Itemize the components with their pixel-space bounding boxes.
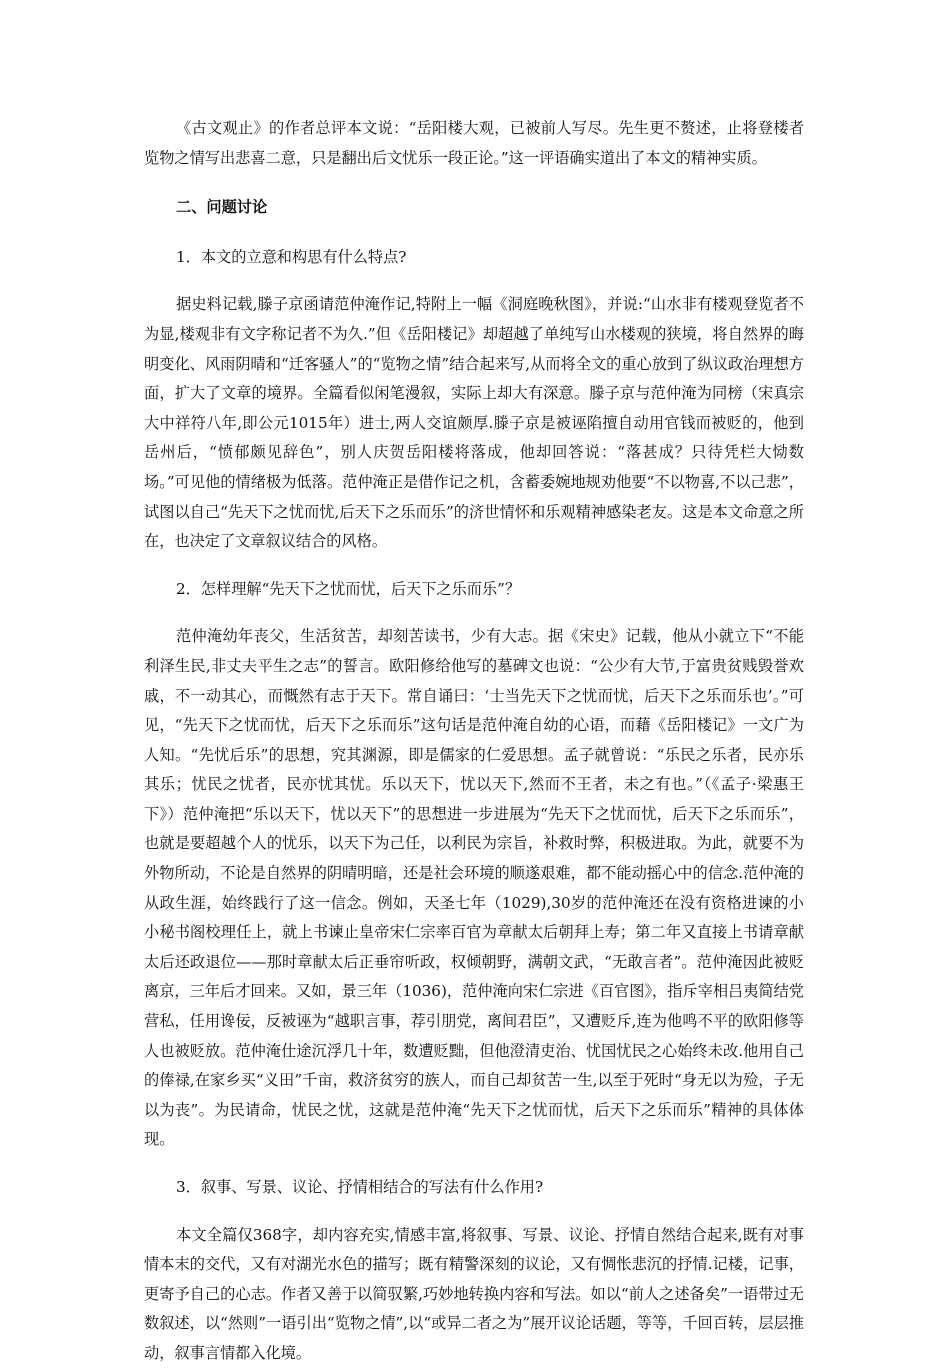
question-2-answer: 范仲淹幼年丧父，生活贫苦，却刻苦读书，少有大志。据《宋史》记载，他从小就立下“不能利泽生民,非丈夫平生之志”的誓言。欧阳修给他写的墓碑文也说：“公少有大节,于富贵贫贱毁誉欢戚，不一动其心，而慨然有志于天下。常自诵曰：‘士当先天下之忧而忧，后天下之乐而乐也’。”可见，“先天下之忧而忧，后天下之乐而乐”这句话是范仲淹自幼的心语，而藉《岳阳楼记》一文广为人知。“先忧后乐”的思想，究其渊源，即是儒家的仁爱思想。孟子就曾说：“乐民之乐者，民亦乐其乐；忧民之忧者，民亦忧其忧。乐以天下，忧以天下,然而不王者，未之有也。”（《孟子·梁惠王下》）范仲淹把“乐以天下，忧以天下”的思想进一步进展为“先天下之忧而忧，后天下之乐而乐”，也就是要超越个人的忧乐，以天下为己任，以利民为宗旨，补救时弊，积极进取。为此，就要不为外物所动，不论是自然界的阴晴明暗，还是社会环境的顺遂艰难，都不能动摇心中的信念.范仲淹的从政生涯，始终践行了这一信念。例如，天圣七年（1029),30岁的范仲淹还在没有资格进谏的小小秘书阁校理任上，就上书谏止皇帝宋仁宗率百官为章献太后朝拜上寿；第二年又直接上书请章献太后还政退位——那时章献太后正垂帘听政，权倾朝野，满朝文武，“无敢言者”。范仲淹因此被贬离京，三年后才回来。又如，景三年（1036)，范仲淹向宋仁宗进《百官图》，指斥宰相吕夷简结党营私，任用谗佞，反被诬为“越职言事，荐引朋党，离间君臣”，又遭贬斥,连为他鸣不平的欧阳修等人也被贬放。范仲淹仕途沉浮几十年，数遭贬黜，但他澄清吏治、忧国忧民之心始终未改.他用自己的俸禄,在家乡买“义田”千亩，救济贫穷的族人，而自己却贫苦一生,以至于死时“身无以为殓，子无以为丧”。为民请命，忧民之忧，这就是范仲淹“先天下之忧而忧，后天下之乐而乐”精神的具体体现。 bbox=[144, 627, 804, 1149]
question-3-answer: 本文全篇仅368字，却内容充实,情感丰富,将叙事、写景、议论、抒情自然结合起来,既有对事情本末的交代，又有对湖光水色的描写；既有精警深刻的议论，又有惆怅悲沉的抒情.记楼，记事，更寄予自己的心志。作者又善于以简驭繁,巧妙地转换内容和写法。如以“前人之述备矣”一语带过无数叙述，以“然则”一语引出“览物之情”,以“或异二者之为”展开议论话题，等等，千回百转，层层推动，叙事言情都入化境。 bbox=[144, 1225, 804, 1362]
question-1-answer: 据史料记载,滕子京函请范仲淹作记,特附上一幅《洞庭晚秋图》，并说:“山水非有楼观登览者不为显,楼观非有文字称记者不为久.”但《岳阳楼记》却超越了单纯写山水楼观的狭境，将自然界的晦明变化、风雨阴晴和“迁客骚人”的“览物之情”结合起来写,从而将全文的重心放到了纵议政治理想方面，扩大了文章的境界。全篇看似闲笔漫叙，实际上却大有深意。滕子京与范仲淹为同榜（宋真宗大中祥符八年,即公元1015年）进士,两人交谊颇厚.滕子京是被诬陷擅自动用官钱而被贬的，他到岳州后，“愤郁颇见辞色”，别人庆贺岳阳楼将落成，他却回答说：“落甚成？只待凭栏大恸数场。”可见他的情绪极为低落。范仲淹正是借作记之机，含蓄委婉地规劝他要“不以物喜,不以己悲”，试图以自己“先天下之忧而忧,后天下之乐而乐”的济世情怀和乐观精神感染老友。这是本文命意之所在，也决定了文章叙议结合的风格。 bbox=[144, 295, 804, 551]
intro-paragraph: 《古文观止》的作者总评本文说：“岳阳楼大观，已被前人写尽。先生更不赘述，止将登楼者览物之情写出悲喜二意，只是翻出后文忧乐一段正论。”这一评语确实道出了本文的精神实质。 bbox=[144, 119, 804, 167]
question-3-title: 3．叙事、写景、议论、抒情相结合的写法有什么作用? bbox=[176, 1178, 544, 1196]
section-heading: 二、问题讨论 bbox=[176, 198, 268, 217]
question-2-title: 2．怎样理解“先天下之忧而忧，后天下之乐而乐”？ bbox=[176, 579, 521, 598]
question-1-title: 1．本文的立意和构思有什么特点? bbox=[176, 247, 407, 266]
document-page bbox=[144, 114, 804, 1369]
